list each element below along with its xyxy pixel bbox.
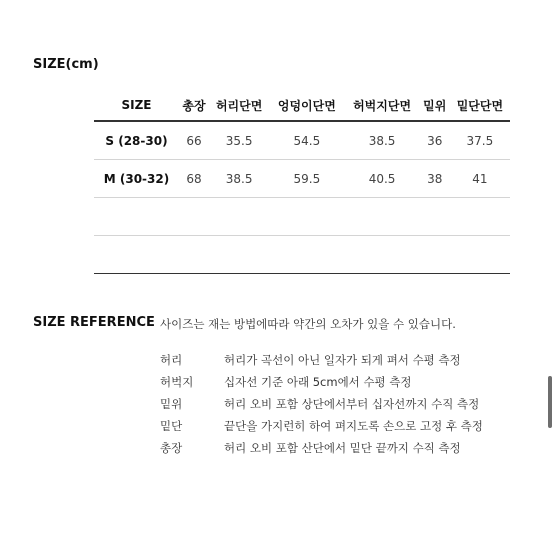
table-cell <box>450 198 510 236</box>
scrollbar[interactable] <box>548 376 552 428</box>
size-reference-title: SIZE REFERENCE <box>33 315 155 330</box>
table-cell: S (28-30) <box>105 133 168 148</box>
list-item <box>160 349 483 371</box>
table-cell: 35.5 <box>225 133 253 148</box>
table-cell <box>269 198 344 236</box>
table-cell <box>94 198 179 236</box>
column-header: 총장 <box>182 98 206 113</box>
reference-description: 허리 오비 포함 산단에서 밑단 끝까지 수직 측정 <box>224 441 461 455</box>
table-cell: 41 <box>472 171 488 186</box>
table-cell: 38.5 <box>225 171 253 186</box>
size-reference-list <box>160 349 483 459</box>
reference-description: 허리가 곡선이 아닌 일자가 되게 펴서 수평 측정 <box>224 353 461 367</box>
column-header: 엉덩이단면 <box>277 98 336 113</box>
table-cell <box>269 236 344 274</box>
table-cell: 38 <box>427 171 443 186</box>
table-cell: 36 <box>427 133 443 148</box>
table-cell <box>209 236 269 274</box>
reference-label: 밑단 <box>160 419 183 433</box>
list-item <box>160 393 483 415</box>
reference-label: 허리 <box>160 353 183 367</box>
table-cell <box>450 236 510 274</box>
table-cell: 54.5 <box>293 133 321 148</box>
column-header: 밑위 <box>423 98 447 113</box>
table-cell: M (30-32) <box>103 171 170 186</box>
reference-description: 끝단을 가지런히 하여 펴지도록 손으로 고정 후 측정 <box>224 419 483 433</box>
list-item <box>160 437 483 459</box>
reference-description: 십자선 기준 아래 5cm에서 수평 측정 <box>224 375 412 389</box>
table-cell: 68 <box>186 171 202 186</box>
reference-label: 총장 <box>160 441 183 455</box>
column-header: 밑단단면 <box>456 98 504 113</box>
table-cell <box>344 198 419 236</box>
column-header: SIZE <box>121 98 152 112</box>
table-row <box>94 236 510 274</box>
reference-label: 밑위 <box>160 397 183 411</box>
table-cell <box>179 236 209 274</box>
table-cell: 40.5 <box>368 171 396 186</box>
column-header: 허리단면 <box>215 98 263 113</box>
table-cell <box>94 236 179 274</box>
table-cell: 37.5 <box>466 133 494 148</box>
table-cell <box>344 236 419 274</box>
list-item <box>160 371 483 393</box>
table-cell: 38.5 <box>368 133 396 148</box>
list-item <box>160 415 483 437</box>
reference-label: 허벅지 <box>160 375 194 389</box>
table-row <box>94 121 510 160</box>
column-header: 허벅지단면 <box>353 98 412 113</box>
table-cell <box>209 198 269 236</box>
size-table <box>94 90 510 274</box>
table-cell: 66 <box>186 133 202 148</box>
size-title: SIZE(cm) <box>33 57 99 72</box>
table-header-row <box>94 90 510 121</box>
reference-description: 허리 오비 포함 상단에서부터 십자선까지 수직 측정 <box>224 397 480 411</box>
size-reference-note: 사이즈는 재는 방법에따라 약간의 오차가 있을 수 있습니다. <box>160 317 456 331</box>
table-cell <box>420 236 450 274</box>
table-cell <box>420 198 450 236</box>
table-cell: 59.5 <box>293 171 321 186</box>
table-row <box>94 160 510 198</box>
table-row <box>94 198 510 236</box>
table-cell <box>179 198 209 236</box>
